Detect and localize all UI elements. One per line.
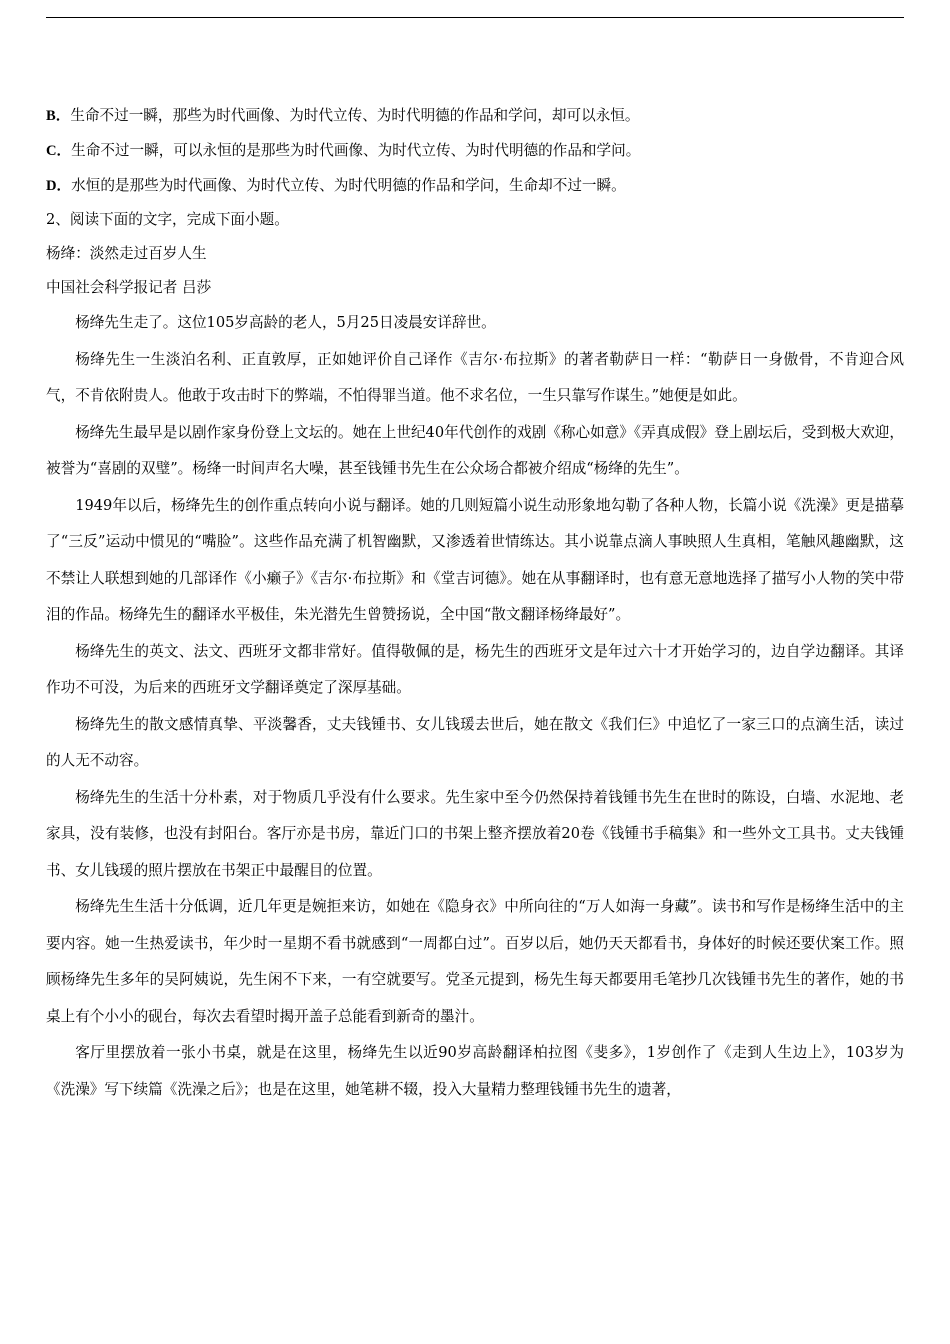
paragraph: 杨绛先生生活十分低调，近几年更是婉拒来访，如她在《隐身衣》中所向往的“万人如海一身藏”。读书和写作是杨绛生活中的主要内容。她一生热爱读书，年少时一星期不看书就感到“一周都白过”。百岁以后，她仍天天都看书，身体好的时候还要伏案工作。照顾杨绛先生多年的吴阿姨说，先生闲不下来，一有空就要写。党圣元提到，杨先生每天都要用毛笔抄几次钱锺书先生的著作，她的书桌上有个小小的砚台，每次去看望时揭开盖子总能看到新奇的墨汁。	[46, 898, 904, 1025]
option-d: D．水恒的是那些为时代画像、为时代立传、为时代明德的作品和学问，生命却不过一瞬。	[46, 177, 626, 194]
paragraph: 杨绛先生走了。这位105岁高龄的老人，5月25日凌晨安详辞世。	[75, 314, 496, 331]
paragraph: 杨绛先生的生活十分朴素，对于物质几乎没有什么要求。先生家中至今仍然保持着钱锺书先生在世时的陈设，白墙、水泥地、老家具，没有装修，也没有封阳台。客厅亦是书房，靠近门口的书架上整齐摆放着20卷《钱锺书手稿集》和一些外文工具书。丈夫钱锺书、女儿钱瑗的照片摆放在书架正中最醒目的位置。	[46, 788, 904, 879]
paragraph: 1949年以后，杨绛先生的创作重点转向小说与翻译。她的几则短篇小说生动形象地勾勒了各种人物，长篇小说《洗澡》更是描摹了“三反”运动中惯见的“嘴脸”。这些作品充满了机智幽默，又渗透着世情练达。其小说靠点滴人事映照人生真相，笔触风趣幽默，这不禁让人联想到她的几部译作《小癞子》《吉尔·布拉斯》和《堂吉诃德》。她在从事翻译时，也有意无意地选择了描写小人物的笑中带泪的作品。杨绛先生的翻译水平极佳，朱光潜先生曾赞扬说，全中国“散文翻译杨绛最好”。	[46, 496, 904, 623]
paragraph: 杨绛先生的英文、法文、西班牙文都非常好。值得敬佩的是，杨先生的西班牙文是年过六十才开始学习的，边自学边翻译。其译作功不可没，为后来的西班牙文学翻译奠定了深厚基础。	[46, 642, 904, 696]
article-byline: 中国社会科学报记者 吕莎	[46, 279, 212, 296]
header-rule	[46, 17, 904, 18]
option-b: B．生命不过一瞬，那些为时代画像、为时代立传、为时代明德的作品和学问，却可以永恒。	[46, 107, 640, 124]
paragraph: 杨绛先生最早是以剧作家身份登上文坛的。她在上世纪40年代创作的戏剧《称心如意》《弄真成假》登上剧坛后，受到极大欢迎，被誉为“喜剧的双璧”。杨绛一时间声名大噪，甚至钱锺书先生在公众场合都被介绍成“杨绛的先生”。	[46, 423, 904, 477]
paragraph: 客厅里摆放着一张小书桌，就是在这里，杨绛先生以近90岁高龄翻译柏拉图《斐多》，1岁创作了《走到人生边上》，103岁为《洗澡》写下续篇《洗澡之后》；也是在这里，她笔耕不辍，投入大量精力整理钱锺书先生的遗著，	[46, 1044, 904, 1098]
paragraph: 杨绛先生一生淡泊名利、正直敦厚，正如她评价自己译作《吉尔·布拉斯》的著者勒萨日一样：“勒萨日一身傲骨，不肯迎合风气，不肯依附贵人。他敢于攻击时下的弊端，不怕得罪当道。他不求名位，一生只靠写作谋生。”她便是如此。	[46, 350, 904, 404]
question-prompt: 2、阅读下面的文字，完成下面小题。	[46, 211, 289, 228]
paragraph: 杨绛先生的散文感情真挚、平淡馨香，丈夫钱锺书、女儿钱瑗去世后，她在散文《我们仨》中追忆了一家三口的点滴生活，读过的人无不动容。	[46, 715, 904, 769]
article-title: 杨绛：淡然走过百岁人生	[46, 245, 207, 262]
option-c: C．生命不过一瞬，可以永恒的是那些为时代画像、为时代立传、为时代明德的作品和学问。	[46, 142, 641, 159]
document-body	[46, 98, 904, 1108]
